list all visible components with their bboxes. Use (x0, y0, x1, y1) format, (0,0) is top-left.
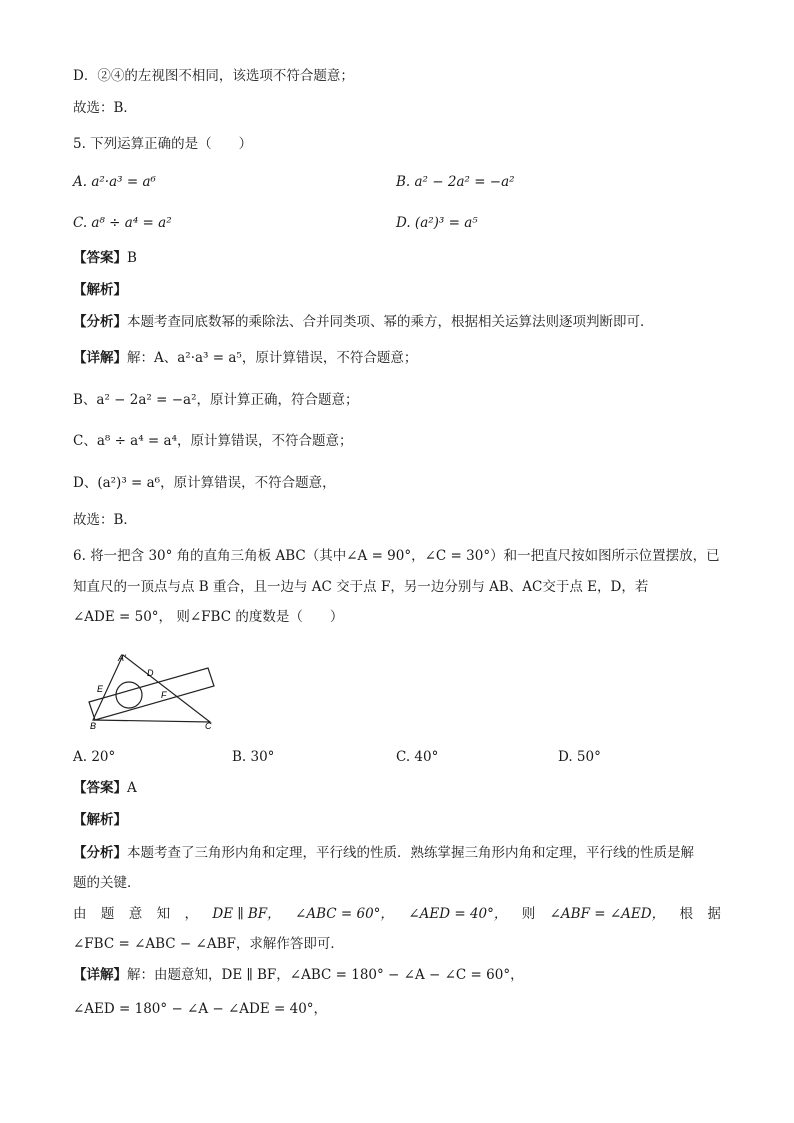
text-line: 故选：B． (73, 100, 137, 116)
analysis-6-line-1 (73, 843, 694, 863)
label-f: F (161, 690, 167, 700)
answer-5 (73, 248, 137, 268)
conclusion-5: 故选：B． (73, 512, 137, 528)
word: 知 (156, 906, 171, 922)
label-e: E (97, 684, 104, 694)
label-b: B (90, 721, 97, 730)
triangle-ruler-figure (85, 650, 225, 730)
text-line: D．②④的左视图不相同，该选项不符合题意； (73, 68, 354, 84)
triangle-abc (93, 655, 210, 722)
answer-value: B (127, 250, 137, 266)
analysis-6-line-4: ∠FBC = ∠ABC − ∠ABF，求解作答即可． (73, 936, 344, 952)
word: 根 (679, 906, 693, 922)
analysis-tag: 【解析】 (73, 812, 127, 828)
detail-5-b: B、a² − 2a² = −a²，原计算正确，符合题意； (73, 392, 359, 408)
word: ∠AED = 40°， (408, 906, 508, 922)
q6-option-c: C. 40° (396, 749, 439, 765)
question-6-line-2: 知直尺的一顶点与点 B 重合，且一边与 AC 交于点 F，另一边分别与 AB、AC交于点 E，D，若 (73, 579, 649, 595)
answer-tag: 【答案】 (73, 250, 127, 266)
analysis-5 (73, 312, 654, 332)
xiangjie-tag: 【详解】 (73, 967, 127, 983)
word: 意 (128, 906, 143, 922)
word: DE ∥ BF， (212, 906, 281, 922)
word: 则 (521, 906, 536, 922)
label-a: A′ (118, 653, 126, 663)
q5-option-a: A. a²·a³ = a⁶ (73, 174, 156, 190)
q5-option-d: D. (a²)³ = a⁵ (396, 215, 478, 231)
detail-6-line-2: ∠AED = 180° − ∠A − ∠ADE = 40°， (73, 1001, 328, 1017)
word: 据 (707, 906, 721, 922)
q5-option-c: C. a⁸ ÷ a⁴ = a² (73, 215, 172, 231)
xiangjie-text: 解：由题意知，DE ∥ BF，∠ABC = 180° − ∠A − ∠C = 60°， (127, 967, 524, 983)
word: 题 (100, 906, 115, 922)
ruler-hole (116, 682, 142, 708)
question-5-stem: 5. 下列运算正确的是（ ） (73, 136, 253, 152)
xiangjie-text: 解：A、a²·a³ = a⁵，原计算错误，不符合题意； (127, 350, 418, 366)
detail-6-line-1 (73, 965, 524, 985)
question-6-line-1: 6. 将一把含 30° 角的直角三角板 ABC（其中∠A = 90°，∠C = 30°）和一把直尺按如图所示位置摆放，已 (73, 548, 720, 564)
question-6-line-3: ∠ADE = 50°， 则∠FBC 的度数是（ ） (73, 609, 344, 625)
detail-5-c: C、a⁸ ÷ a⁴ = a⁴，原计算错误，不符合题意； (73, 433, 353, 449)
label-c: C (205, 721, 212, 730)
q6-option-a: A. 20° (73, 749, 116, 765)
detail-5-d: D、(a²)³ = a⁶，原计算错误，不符合题意， (73, 475, 336, 491)
q5-option-b: B. a² − 2a² = −a² (396, 174, 515, 190)
analysis-tag: 【解析】 (73, 282, 127, 298)
answer-6 (73, 778, 137, 798)
analysis-6-line-2: 题的关键． (73, 875, 141, 891)
q6-option-b: B. 30° (232, 749, 275, 765)
fenxi-text: 本题考查同底数幂的乘除法、合并同类项、幂的乘方，根据相关运算法则逐项判断即可． (127, 314, 654, 330)
fenxi-tag: 【分析】 (73, 845, 127, 861)
fenxi-text: 本题考查了三角形内角和定理，平行线的性质．熟练掌握三角形内角和定理，平行线的性质是解 (127, 845, 694, 861)
word: ∠ABF = ∠AED， (549, 906, 666, 922)
q6-option-d: D. 50° (558, 749, 601, 765)
label-d: D (147, 668, 154, 678)
answer-value: A (127, 780, 137, 796)
word: ， (184, 906, 198, 922)
fenxi-tag: 【分析】 (73, 314, 127, 330)
detail-5 (73, 348, 417, 368)
answer-tag: 【答案】 (73, 780, 127, 796)
word: 由 (73, 906, 87, 922)
analysis-6-line-3 (73, 904, 721, 924)
xiangjie-tag: 【详解】 (73, 350, 127, 366)
word: ∠ABC = 60°， (295, 906, 394, 922)
